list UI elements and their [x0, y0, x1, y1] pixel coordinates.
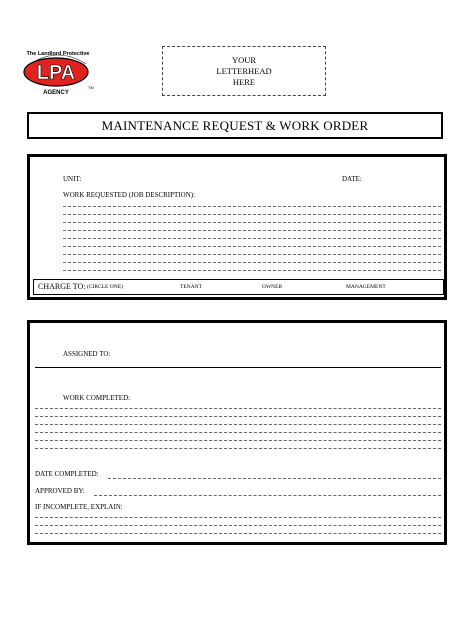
- work-requested-line[interactable]: [63, 206, 441, 207]
- approved-by-label: APPROVED BY:: [35, 487, 85, 495]
- work-completed-line[interactable]: [35, 440, 441, 441]
- letterhead-placeholder: [162, 46, 326, 96]
- work-requested-line[interactable]: [63, 230, 441, 231]
- unit-label: UNIT:: [63, 175, 82, 183]
- date-completed-label: DATE COMPLETED:: [35, 470, 99, 478]
- incomplete-explain-line[interactable]: [35, 525, 441, 526]
- circle-one-hint: (CIRCLE ONE): [87, 284, 123, 290]
- work-requested-line[interactable]: [63, 270, 441, 271]
- charge-option-tenant[interactable]: TENANT: [180, 284, 202, 290]
- work-completed-line[interactable]: [35, 424, 441, 425]
- charge-option-management[interactable]: MANAGEMENT: [346, 284, 386, 290]
- work-completed-line[interactable]: [35, 432, 441, 433]
- assigned-to-line[interactable]: [35, 367, 441, 368]
- work-requested-label: WORK REQUESTED (JOB DESCRIPTION):: [63, 191, 196, 199]
- work-completed-label: WORK COMPLETED:: [63, 394, 131, 402]
- work-requested-line[interactable]: [63, 238, 441, 239]
- letterhead-line2: LETTERHEAD: [216, 65, 272, 76]
- form-title: [27, 112, 443, 139]
- work-requested-line[interactable]: [63, 222, 441, 223]
- assigned-to-label: ASSIGNED TO:: [63, 350, 111, 358]
- incomplete-explain-label: IF INCOMPLETE, EXPLAIN:: [35, 503, 123, 511]
- incomplete-explain-line[interactable]: [35, 517, 441, 518]
- logo-letters: LPA: [36, 62, 76, 84]
- lpa-logo: [18, 44, 98, 100]
- incomplete-explain-line[interactable]: [35, 533, 441, 534]
- logo-top-text: The Landlord Protective: [26, 51, 90, 57]
- logo-tm: TM: [88, 85, 94, 90]
- work-completed-line[interactable]: [35, 416, 441, 417]
- date-label: DATE:: [342, 175, 362, 183]
- work-requested-line[interactable]: [63, 214, 441, 215]
- work-requested-line[interactable]: [63, 262, 441, 263]
- charge-option-owner[interactable]: OWNER: [262, 284, 283, 290]
- letterhead-line1: YOUR: [231, 54, 257, 65]
- logo-bottom-text: AGENCY: [43, 90, 69, 96]
- letterhead-line3: HERE: [232, 76, 256, 87]
- work-completed-line[interactable]: [35, 448, 441, 449]
- form-title-text: MAINTENANCE REQUEST & WORK ORDER: [101, 117, 369, 133]
- date-completed-line[interactable]: [108, 478, 441, 479]
- work-requested-line[interactable]: [63, 246, 441, 247]
- work-requested-line[interactable]: [63, 254, 441, 255]
- approved-by-line[interactable]: [94, 495, 441, 496]
- work-completed-line[interactable]: [35, 408, 441, 409]
- charge-to-label: CHARGE TO:: [38, 282, 86, 291]
